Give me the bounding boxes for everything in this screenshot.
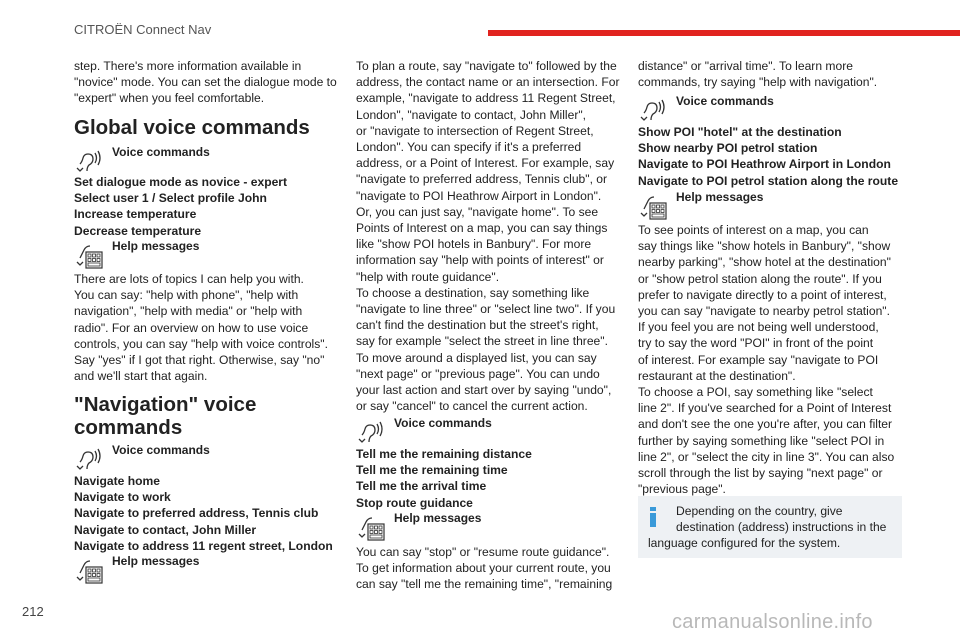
list-item: Show nearby POI petrol station: [638, 141, 818, 156]
header-accent-bar: [488, 30, 960, 36]
voice-icon: [74, 146, 104, 176]
list-item: Tell me the remaining distance: [356, 447, 532, 461]
list-item: Navigate to contact, John Miller: [74, 522, 257, 537]
list-item: Navigate to address 11 regent street, London: [74, 538, 333, 553]
poi-command-list: [638, 124, 898, 189]
list-item: Show POI "hotel" at the destination: [638, 125, 842, 139]
info-note-text-last: language configured for the system.: [648, 536, 841, 550]
help-message-icon: [74, 240, 104, 270]
help-text-route: You can say "stop" or "resume route guidance". To get information about your current route, you can say "tell me the remaining time", "remaining: [356, 545, 613, 592]
nav-command-list: [74, 473, 333, 554]
list-item: Navigate to preferred address, Tennis club: [74, 506, 319, 521]
route-planning-text: To plan a route, say "navigate to" followed by the address, the contact name or an intersection. For example, "navigate to address 11 Regent Street, London", "navigate to contact, John Miller", or "navigate to intersection of Regent Street, London". You can specify if it's a preferred address, or a Point of Interest. For example, say "navigate to preferred address, Tennis club", or "navigate to POI Heathrow Airport in London". Or, you can just say, "navigate home". To see Points of Interest on a map, you can say things like "show POI hotels in Banbury". For more information say "help with points of interest" or "help with route guidance". To choose a destination, say something like "navigate to line three" or "select line two". If you can't find the destination but the street's right, say for example "select the street in line three". To move around a displayed list, you can say "next page" or "previous page". You can undo your last action and start over by saying "undo", or say "cancel" to cancel the current action.: [356, 59, 620, 414]
voice-icon: [356, 417, 386, 447]
list-item: Decrease temperature: [74, 223, 202, 238]
help-message-icon: [356, 512, 386, 542]
intro-text: step. There's more information available in "novice" mode. You can set the dialogue mode to "expert" when you feel comfortable.: [74, 59, 337, 106]
global-command-list: [74, 174, 287, 239]
heading-navigation-2: commands: [74, 416, 183, 439]
list-item: Increase temperature: [74, 207, 197, 222]
list-item: Set dialogue mode as novice - expert: [74, 175, 288, 189]
help-text-poi: To see points of interest on a map, you can say things like "show hotels in Banbury", "show nearby parking", "show hotel at the destination" or "show petrol station along the route". If you prefer to navigate directly to a point of interest, you can say "navigate to nearby petrol station". If you feel you are not being well understood, try to say the word "POI" in front of the point of interest. For example say "navigate to POI restaurant at the destination". To choose a POI, say something like "select line 2". If you've searched for a Point of Interest and don't see the one you're after, you can filter further by saying something like "select POI in line 2", or "select the city in line 3". You can also scroll through the list by saying "next page" or "previous page".: [638, 223, 895, 497]
running-header: CITROËN Connect Nav: [74, 22, 212, 37]
list-item: Tell me the arrival time: [356, 479, 487, 494]
list-item: Navigate to POI Heathrow Airport in London: [638, 157, 891, 172]
heading-global-voice-commands: Global voice commands: [74, 116, 310, 139]
continuation-text: distance" or "arrival time". To learn more commands, try saying "help with navigation".: [638, 59, 878, 90]
watermark: carmanualsonline.info: [672, 611, 873, 633]
list-item: Stop route guidance: [356, 495, 473, 510]
voice-icon: [74, 444, 104, 474]
list-item: Select user 1 / Select profile John: [74, 191, 267, 206]
list-item: Tell me the remaining time: [356, 463, 508, 478]
list-item: Navigate home: [74, 474, 161, 488]
help-text-general: There are lots of topics I can help you with. You can say: "help with phone", "help with navigation", "help with media" or "help with radio". For an overview on how to use voice controls, you can say "help with voice controls". Say "yes" if I got that right. Otherwise, say "no" and we'll start that again.: [74, 272, 328, 384]
heading-navigation-1: "Navigation" voice: [74, 393, 257, 416]
help-message-icon: [638, 191, 668, 221]
info-note: [638, 496, 902, 558]
voice-icon: [638, 95, 668, 125]
page-number: 212: [22, 604, 44, 619]
help-message-icon: [74, 555, 104, 585]
list-item: Navigate to work: [74, 490, 171, 505]
info-icon: [650, 507, 656, 527]
info-note-text: Depending on the country, give destination (address) instructions in the: [676, 504, 887, 535]
list-item: Navigate to POI petrol station along the route: [638, 173, 899, 188]
route-command-list: [356, 446, 532, 511]
